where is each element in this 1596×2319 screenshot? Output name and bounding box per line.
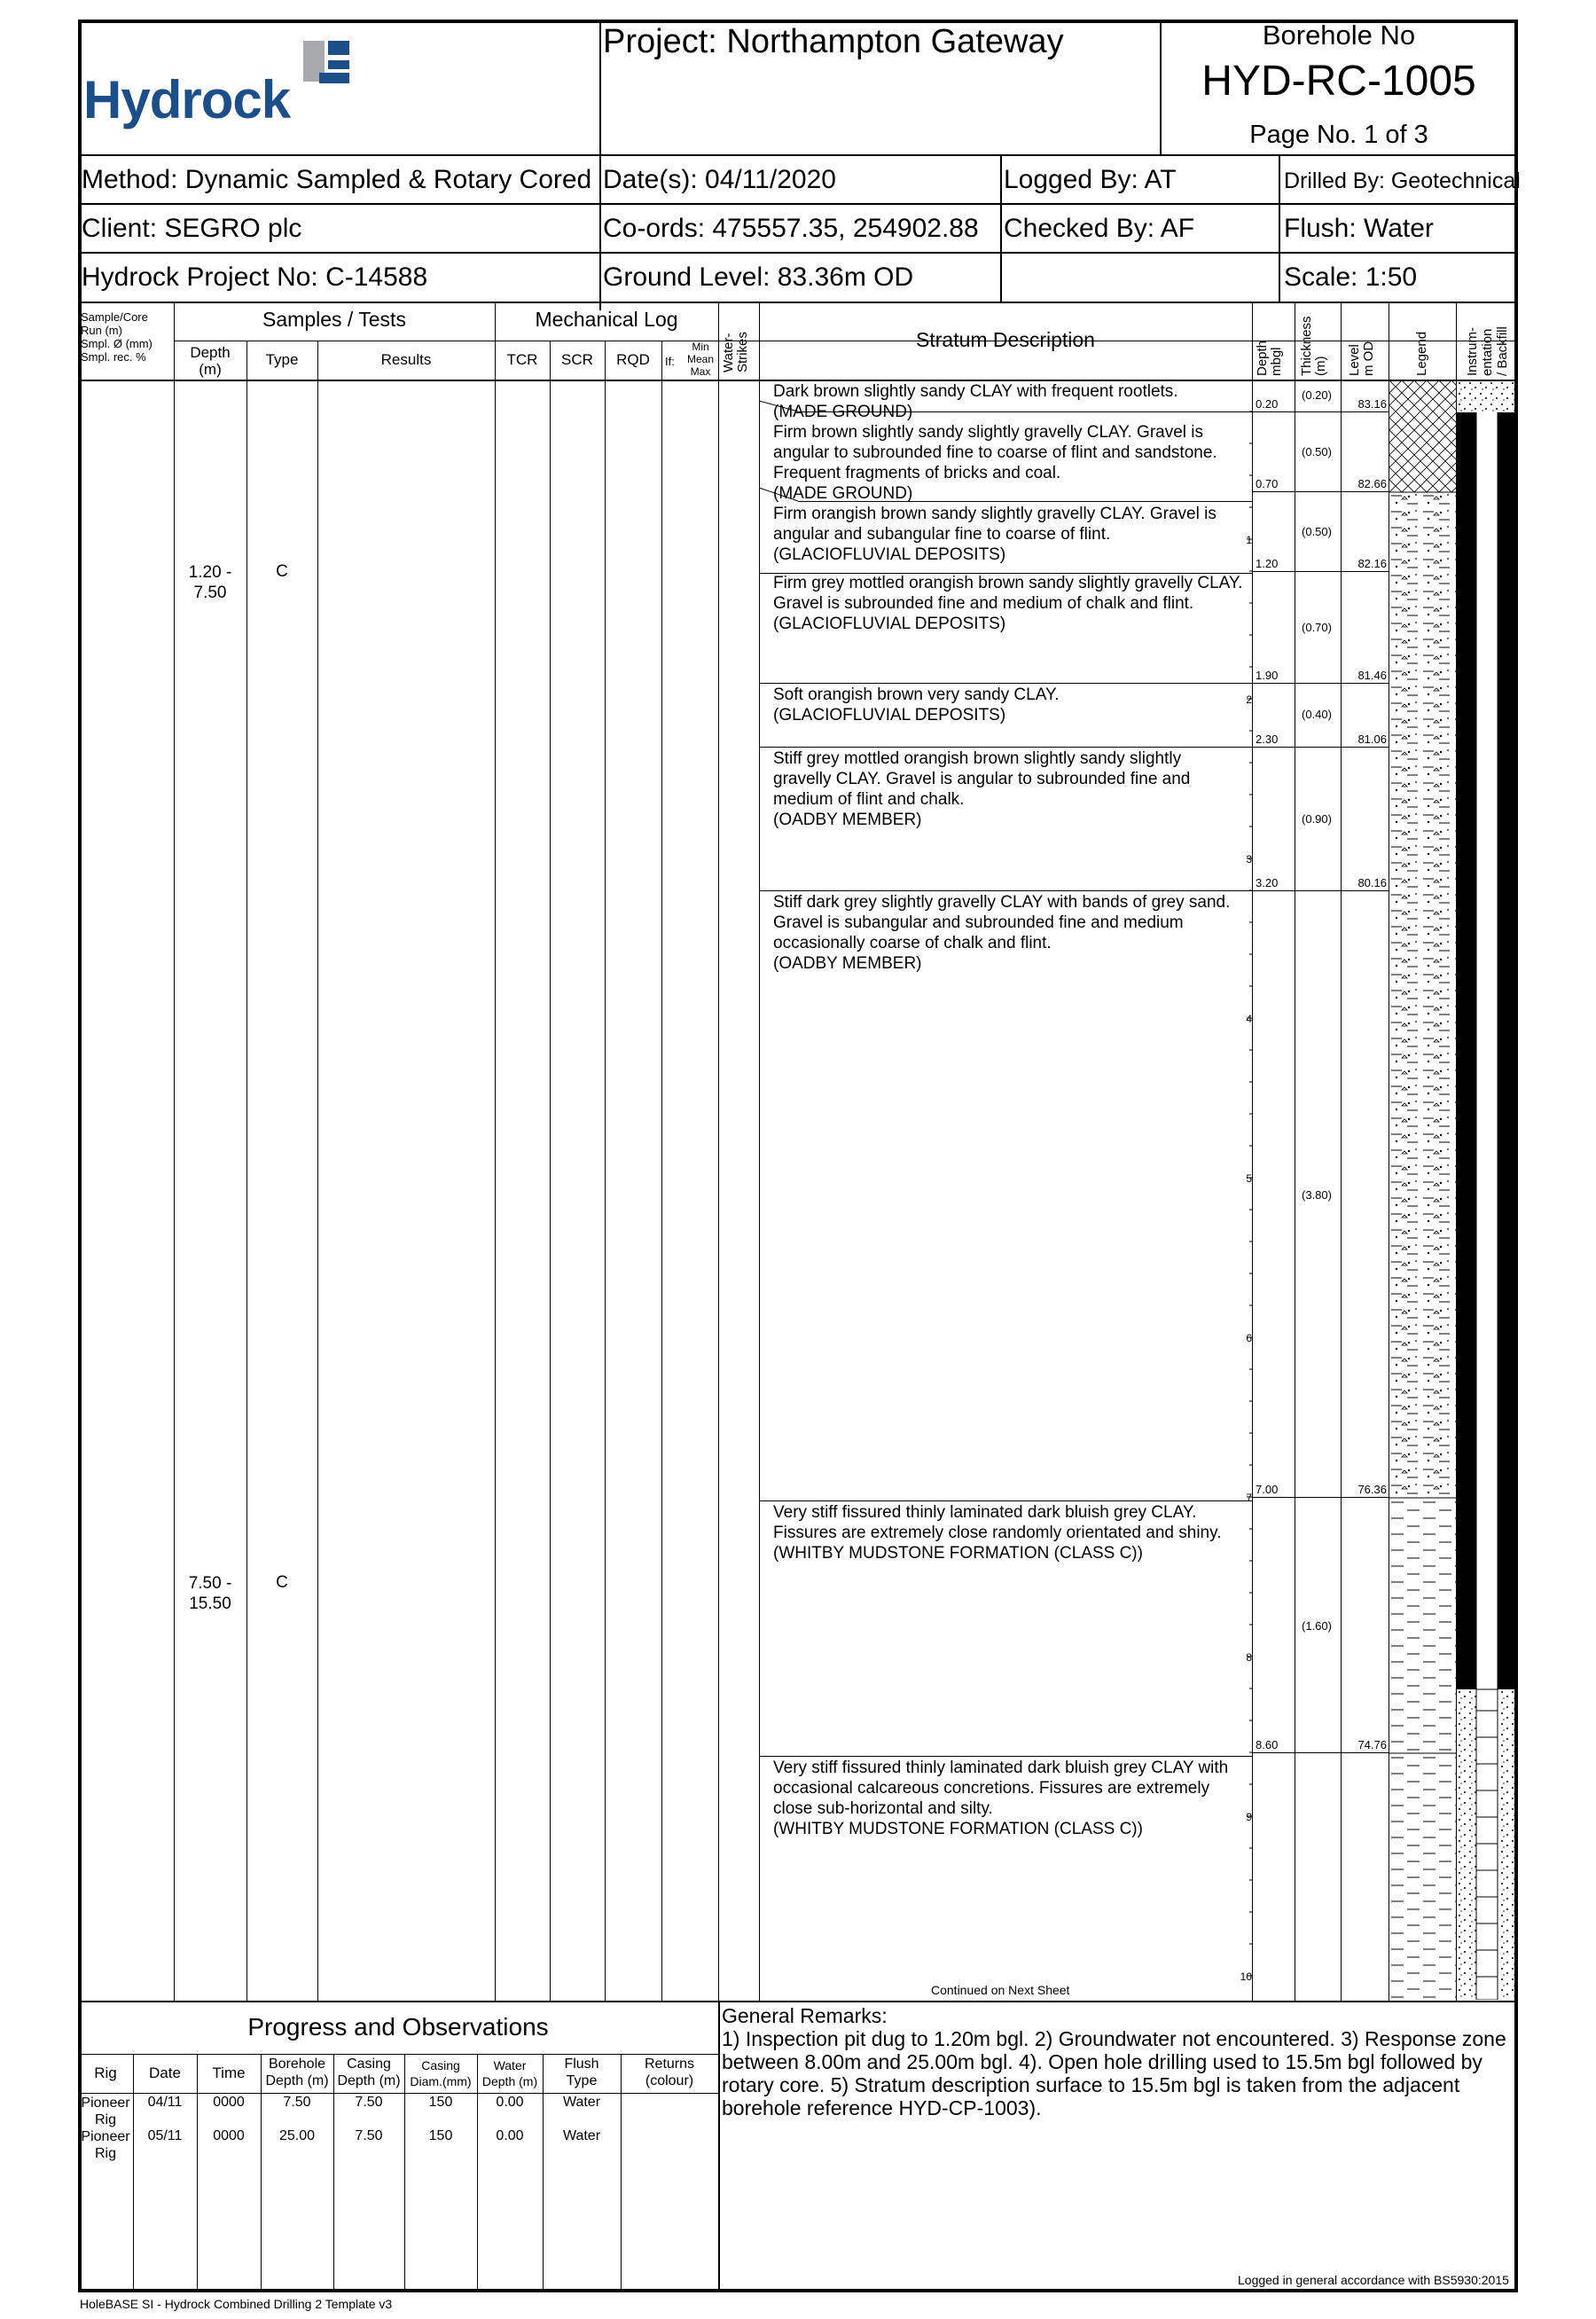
stratum-level: 74.76	[1357, 1738, 1387, 1751]
depth-tick: 6	[1246, 1332, 1252, 1344]
stratum-depth: 3.20	[1256, 876, 1279, 889]
stratum-description: Stiff dark grey slightly gravelly CLAY with bands of grey sand. Gravel is subangular and subrounded fine and medium occasionally coarse of chalk and flint. (OADBY MEMBER)	[773, 893, 1231, 973]
stratum-thickness: (3.80)	[1302, 1188, 1332, 1202]
sample-run-header: Sample/Core Run (m) Smpl. Ø (mm) Smpl. rec. %	[81, 310, 153, 364]
drilled-by-field: Drilled By: Geotechnical	[1284, 168, 1521, 193]
stratum-level: 76.36	[1357, 1483, 1387, 1496]
stratum-level: 82.16	[1357, 557, 1387, 570]
depth-tick: 7	[1246, 1492, 1252, 1504]
template-footer: HoleBASE SI - Hydrock Combined Drilling 2 Template v3	[80, 2297, 393, 2311]
progress-header-date: Date	[149, 2064, 181, 2081]
stratum-thickness: (0.50)	[1302, 525, 1332, 538]
coords-field: Co-ords: 475557.35, 254902.88	[603, 214, 979, 243]
sample-depth: 7.50 - 15.50	[188, 1574, 232, 1613]
stratum-thickness: (1.60)	[1302, 1619, 1332, 1633]
stratum-thickness: (0.20)	[1302, 388, 1332, 402]
general-remarks-text: 1) Inspection pit dug to 1.20m bgl. 2) Groundwater not encountered. 3) Response zone between 8.00m and 25.00m bgl. 4). Open hole drilling used to 15.5m bgl followed by rotary core. 5) Stratum description surface to 15.5m bgl is taken from the adjacent borehole reference HYD-CP-1003).	[722, 2027, 1506, 2119]
stratum-description: Very stiff fissured thinly laminated dark bluish grey CLAY with occasional calcareous concretions. Fissures are extremely close sub-horizontal and silty. (WHITBY MUDSTONE FORMATION (CLASS C))	[773, 1759, 1229, 1838]
sample-depth: 1.20 - 7.50	[188, 563, 232, 602]
progress-header-flush-type: Flush Type	[564, 2057, 599, 2088]
rqd-col-header: RQD	[616, 351, 650, 368]
type-col-header: Type	[265, 351, 299, 368]
depth-col-header: Depth (m)	[190, 344, 231, 378]
stratum-description: Dark brown slightly sandy CLAY with frequent rootlets. (MADE GROUND)	[773, 382, 1178, 421]
if-col-header: If:	[665, 355, 675, 368]
strata-legend	[1389, 380, 1456, 2000]
min-mean-max-header: Min Mean Max	[686, 341, 715, 378]
sample-type: C	[276, 1573, 288, 1592]
checked-by-field: Checked By: AF	[1004, 214, 1195, 243]
stratum-thickness: (0.50)	[1302, 445, 1332, 458]
ground-level-field: Ground Level: 83.36m OD	[603, 262, 914, 292]
stratum-level: 81.06	[1357, 733, 1387, 746]
progress-header-casing-depth: Casing Depth (m)	[337, 2057, 401, 2088]
stratum-depth: 0.20	[1256, 397, 1279, 411]
depth-tick: 10	[1240, 1970, 1252, 1983]
water-strikes-header: Water- Strikes	[721, 332, 750, 372]
progress-header-rig: Rig	[94, 2064, 117, 2081]
depth-tick: 4	[1246, 1013, 1252, 1025]
stratum-depth: 0.70	[1256, 477, 1279, 490]
stratum-depth: 8.60	[1256, 1738, 1279, 1751]
client-field: Client: SEGRO plc	[82, 214, 302, 243]
borehole-number: HYD-RC-1005	[1201, 58, 1476, 105]
stratum-depth: 1.20	[1256, 557, 1279, 570]
stratum-description-header: Stratum Description	[916, 328, 1095, 351]
mechanical-log-header: Mechanical Log	[535, 308, 678, 331]
stratum-description: Firm brown slightly sandy slightly gravelly CLAY. Gravel is angular to subrounded fine to coarse of flint and sandstone. Frequent fragments of bricks and coal. (MADE GROUND)	[773, 423, 1217, 503]
depth-tick: 5	[1246, 1172, 1252, 1185]
tcr-col-header: TCR	[506, 351, 538, 368]
stratum-depth: 2.30	[1256, 733, 1279, 746]
borehole-label: Borehole No	[1262, 20, 1416, 51]
stratum-description: Stiff grey mottled orangish brown slightly sandy slightly gravelly CLAY. Gravel is angular to subrounded fine and medium of flint and chalk. (OADBY MEMBER)	[773, 749, 1191, 829]
stratum-description: Soft orangish brown very sandy CLAY. (GLACIOFLUVIAL DEPOSITS)	[773, 686, 1060, 725]
depth-mbgl-header: Depth mbgl	[1255, 340, 1284, 376]
stratum-thickness: (0.90)	[1302, 812, 1332, 826]
stratum-depth: 1.90	[1256, 669, 1279, 682]
continued-note: Continued on Next Sheet	[931, 1983, 1070, 1997]
instrumentation-backfill	[1457, 380, 1517, 2000]
scale-field: Scale: 1:50	[1284, 262, 1418, 292]
stratum-depth: 7.00	[1256, 1483, 1279, 1496]
legend-header: Legend	[1414, 331, 1429, 376]
depth-tick: 2	[1246, 693, 1252, 706]
page-number: Page No. 1 of 3	[1249, 121, 1428, 149]
progress-header-casing-diam: Casing Diam.(mm)	[410, 2058, 472, 2088]
stratum-level: 82.66	[1357, 477, 1387, 490]
depth-tick: 3	[1246, 853, 1252, 866]
flush-field: Flush: Water	[1284, 214, 1434, 243]
depth-scale-ticks	[1247, 380, 1254, 2002]
sample-type: C	[276, 562, 288, 581]
project-title: Project: Northampton Gateway	[603, 23, 1064, 60]
progress-header-borehole-depth: Borehole Depth (m)	[265, 2057, 329, 2088]
stratum-description: Firm orangish brown sandy slightly gravelly CLAY. Gravel is angular and subangular fine to coarse of flint. (GLACIOFLUVIAL DEPOSITS)	[773, 505, 1217, 564]
stratum-level: 83.16	[1357, 397, 1387, 411]
dates-field: Date(s): 04/11/2020	[603, 165, 836, 194]
progress-header-time: Time	[212, 2064, 246, 2081]
progress-title: Progress and Observations	[247, 2013, 549, 2041]
instrumentation-header: Instrum- entation / Backfill	[1465, 326, 1510, 376]
stratum-description: Very stiff fissured thinly laminated dark bluish grey CLAY. Fissures are extremely close randomly orientated and shiny. (WHITBY MUDSTONE FORMATION (CLASS C))	[773, 1503, 1222, 1563]
level-header: Level m OD	[1347, 341, 1376, 376]
samples-tests-header: Samples / Tests	[262, 308, 406, 331]
thickness-header: Thickness (m)	[1299, 316, 1328, 376]
accordance-note: Logged in general accordance with BS5930:2015	[1238, 2273, 1509, 2287]
logo-wordmark: Hydrock	[83, 70, 291, 129]
method-field: Method: Dynamic Sampled & Rotary Cored	[82, 165, 592, 194]
depth-tick: 9	[1246, 1811, 1252, 1823]
general-remarks-title: General Remarks:	[722, 2004, 888, 2027]
progress-header-water-depth: Water Depth (m)	[481, 2058, 538, 2088]
depth-tick: 8	[1246, 1651, 1252, 1664]
depth-tick: 1	[1246, 534, 1252, 546]
stratum-level: 81.46	[1357, 669, 1387, 682]
logged-by-field: Logged By: AT	[1004, 165, 1177, 194]
hydrock-logo	[83, 34, 349, 140]
stratum-description: Firm grey mottled orangish brown sandy slightly gravelly CLAY. Gravel is subrounded fine and medium of chalk and flint. (GLACIOFLUVIAL DEPOSITS)	[773, 574, 1243, 633]
stratum-thickness: (0.40)	[1302, 708, 1332, 721]
results-col-header: Results	[380, 351, 432, 368]
scr-col-header: SCR	[561, 351, 593, 368]
stratum-thickness: (0.70)	[1302, 621, 1332, 634]
stratum-level: 80.16	[1357, 876, 1387, 889]
progress-header-returns: Returns (colour)	[644, 2057, 695, 2088]
project-no-field: Hydrock Project No: C-14588	[82, 262, 428, 292]
